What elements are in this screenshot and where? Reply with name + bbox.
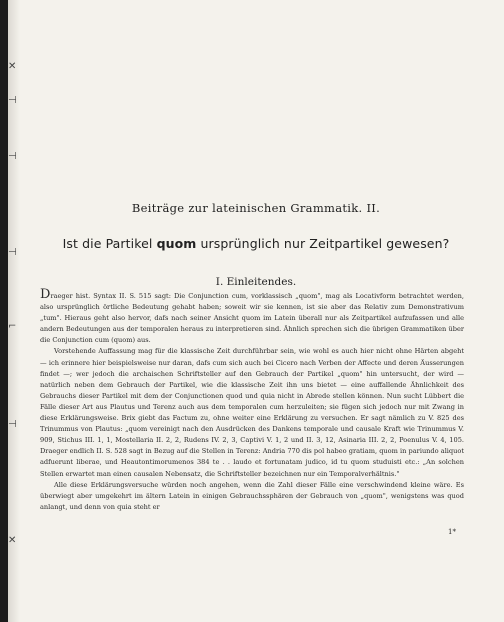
binding-mark: ⌐ [8,321,17,332]
binding-mark: ✕ [8,535,17,546]
body-text [40,287,464,513]
article-title-keyword: quom [156,236,197,251]
section-heading: I. Einleitendes. [215,276,297,288]
paragraph [40,346,464,479]
paragraph [40,287,464,346]
article-title-after: ursprünglich nur Zeitpartikel gewesen? [196,236,450,251]
article-title [8,236,504,251]
binding-mark: ⊣ [8,151,17,162]
binding-mark: ⊣ [8,247,17,258]
dropcap-initial: D [40,287,51,302]
series-title: Beiträge zur lateinischen Grammatik. II. [131,201,381,215]
binding-edge [8,0,20,622]
binding-mark: ✕ [8,61,17,72]
paragraph-text: Vorstehende Auffassung mag für die klassische Zeit durchführbar sein, wie wohl es auch hier nicht ohne Härten abgeht — ich erinnere hier beispielsweise nur daran, dafs cum sich auch bei Cicero nach Verben der Affecte und deren Äusserungen findet —; wer jedoch die archaischen Schriftsteller auf den Gebrauch der Partikel „quom" hin untersucht, der wird — natürlich neben dem Gebrauch der Partikel, wie die klassische Zeit ihn uns bietet — eine auffallende Ähnlichkeit des Gebrauchs dieser Partikel mit dem der Conjunctionen quod und quia nicht in Abrede stellen können. Nun sucht Lübbert die Fälle dieser Art aus Plautus und Terenz auch aus dem temporalen cum herzuleiten; sie fügen sich jedoch nur mit Zwang in diese Erklärungsweise. Brix giebt das Factum zu, ohne weiter eine Erklärung zu versuchen. Er sagt nämlich zu V. 825 des Trinummus von Plautus: „quom vereinigt nach den Ausdrücken des Dankens temporale und causale Kraft wie Trinummus V. 909, Stichus III. 1, 1, Mostellaria II. 2, 2, Rudens IV. 2, 3, Captivi V. 1, 2 und II. 3, 12, Asinaria III. 2, 2, Poenulus V. 4, 105. Draeger endlich II. S. 528 sagt in Bezug auf die Stellen in Terenz: Andria 770 dis pol habeo gratiam, quom in pariundo aliquot adfuerunt liberae, und Heautontimorumenos 384 te . . laudo et fortunatam judico, id tu quom studuisti etc.: „An solchen Stellen erwartet man einen causalen Nebensatz, die Schriftsteller bezeichnen nur ein Temporalverhältnis." [40,347,464,478]
page [8,0,504,622]
article-title-before: Ist die Partikel [62,236,157,251]
paragraph-text: Alle diese Erklärungsversuche würden noch angehen, wenn die Zahl dieser Fälle eine verschwindend kleine wäre. Es überwiegt aber umgekehrt im ältern Latein in einigen Gebrauchssphären der Gebrauch von „quom", wenigstens was quod anlangt, und denn von quia steht er [40,480,464,511]
paragraph-text: raeger hist. Syntax II. S. 515 sagt: Die Conjunction cum, vorklassisch „quom", mag als Locativform betrachtet werden, also ursprünglich örtliche Bedeutung gehabt haben; soweit wir sie kennen, ist sie aber das Relativ zum Demonstrativum „tum". Hieraus geht also hervor, dafs nach seiner Ansicht quom im Latein überall nur als Zeitpartikel aufzufassen und alle andern Bedeutungen aus der temporalen heraus zu interpretieren sind. Ähnlich sprechen sich die übrigen Grammatiken über die Conjunction cum (quom) aus. [40,292,464,345]
binding-mark: ⊣ [8,95,17,106]
paragraph [40,480,464,513]
binding-mark: ⊣ [8,419,17,430]
signature-mark: 1* [448,528,456,536]
